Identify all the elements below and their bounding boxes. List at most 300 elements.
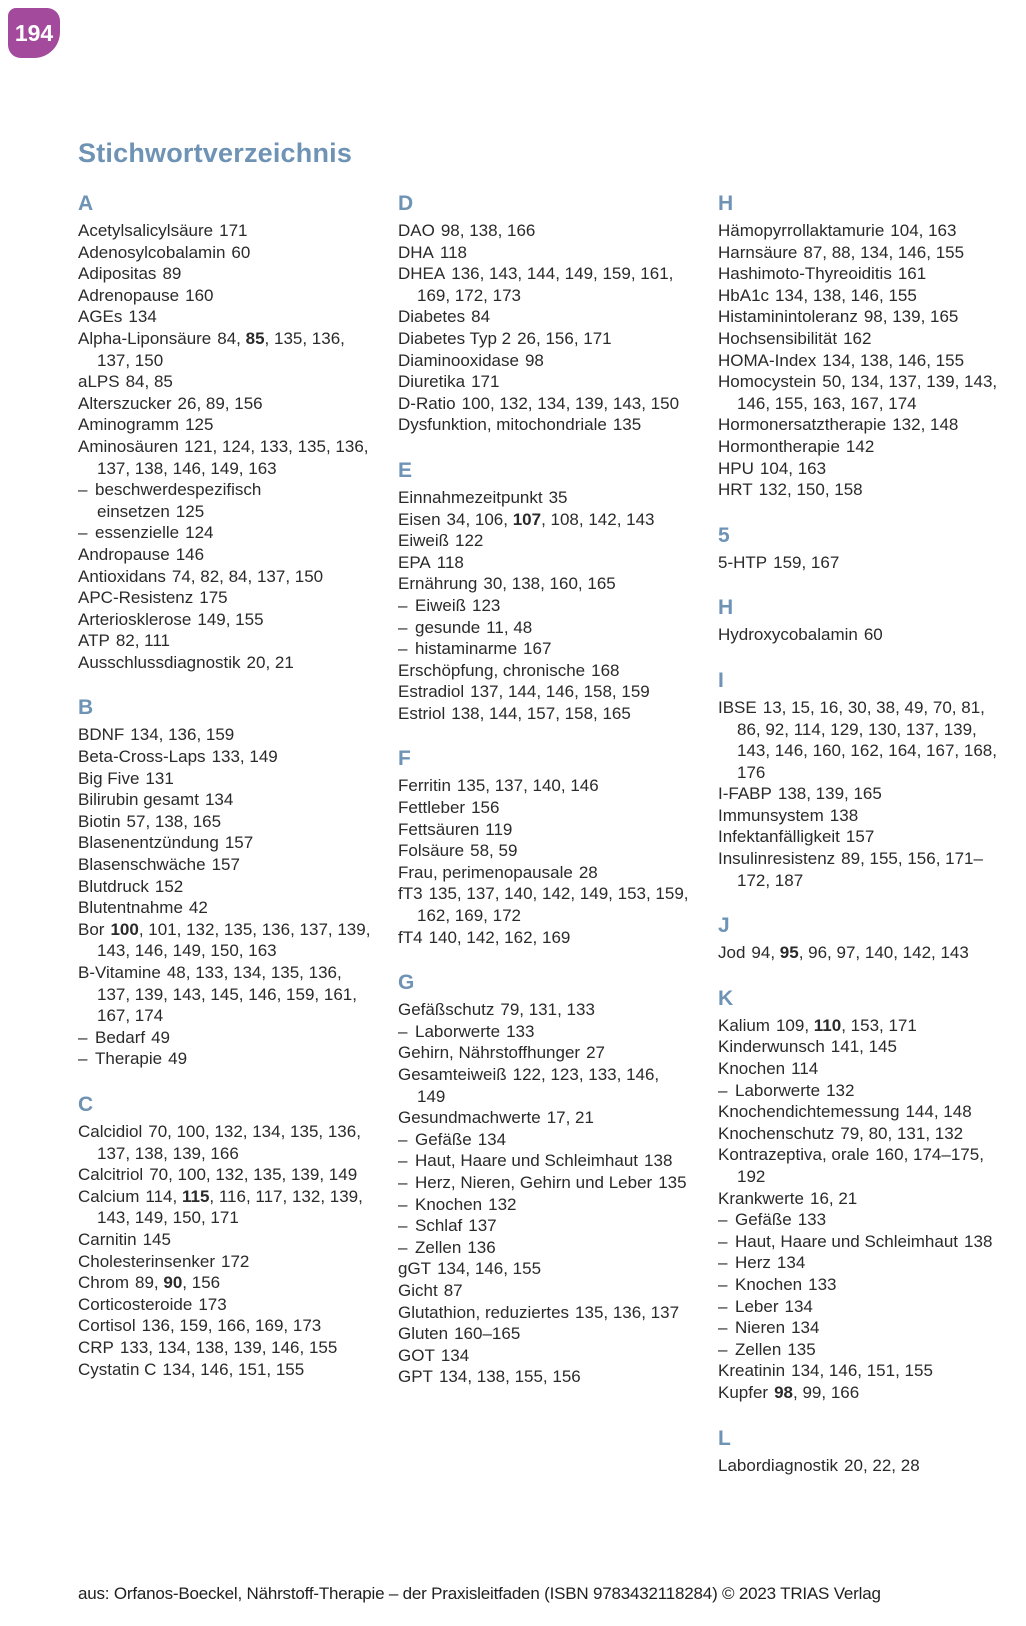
index-pages: 114: [791, 1059, 819, 1079]
index-entry: [398, 1150, 692, 1172]
index-pages: 138, 139, 165: [777, 784, 882, 804]
index-entry: [78, 962, 372, 1027]
index-section: [78, 696, 372, 1070]
index-pages: 136, 143, 144, 149, 159, 161, 169, 172, 173: [417, 264, 674, 305]
index-term: Gefäße: [415, 1129, 472, 1149]
section-letter: C: [78, 1092, 94, 1116]
section-letter: 5: [718, 523, 730, 547]
index-pages: 144, 148: [905, 1102, 972, 1122]
index-term: Histaminintoleranz: [718, 307, 858, 327]
index-term: Therapie: [95, 1049, 163, 1069]
index-entry: [718, 1123, 1012, 1145]
index-entry: [398, 1280, 692, 1302]
section-letter: H: [718, 596, 734, 620]
section-letter: G: [398, 971, 415, 995]
subentry-dash: –: [398, 1216, 408, 1236]
index-entry: [78, 876, 372, 898]
index-term: Zellen: [735, 1339, 782, 1359]
index-pages: 134, 138, 146, 155: [822, 350, 965, 370]
index-entry: [78, 220, 372, 242]
index-entry: [718, 942, 1012, 964]
index-column: [398, 192, 692, 1476]
index-pages: 135, 137, 140, 146: [456, 776, 599, 796]
index-term: Hormontherapie: [718, 436, 840, 456]
index-entry: [78, 768, 372, 790]
index-term: Herz, Nieren, Gehirn und Leber: [415, 1172, 653, 1192]
index-entry: [718, 436, 1012, 458]
index-entry: [718, 1015, 1012, 1037]
index-term: Knochen: [718, 1059, 786, 1079]
index-entry: [718, 1101, 1012, 1123]
page-number-badge: 194: [8, 8, 60, 58]
index-term: Beta-Cross-Laps: [78, 747, 206, 767]
index-entry: [718, 1209, 1012, 1231]
index-section: [718, 192, 1012, 501]
index-pages: 134: [776, 1253, 806, 1273]
index-term: Diabetes: [398, 307, 466, 327]
index-entry: [718, 350, 1012, 372]
index-entry: [78, 630, 372, 652]
index-entry: [718, 1036, 1012, 1058]
index-entry: [78, 1121, 372, 1164]
index-pages: 89, 155, 156, 171–172, 187: [737, 849, 983, 890]
index-entry: [398, 883, 692, 926]
subentry-dash: –: [78, 523, 88, 543]
index-pages: 138: [964, 1231, 993, 1251]
subentry-dash: –: [398, 617, 408, 637]
index-entry: [718, 1455, 1012, 1477]
index-term: Fettleber: [398, 798, 466, 818]
index-term: Laborwerte: [415, 1021, 501, 1041]
subentry-dash: –: [718, 1318, 728, 1338]
index-term: Schlaf: [415, 1216, 463, 1236]
index-entry: [398, 263, 692, 306]
index-pages: 13, 15, 16, 30, 38, 49, 70, 81, 86, 92, 114, 129, 130, 137, 139, 143, 146, 160, 162, 164, 167, 168, 176: [737, 697, 997, 782]
index-term: CRP: [78, 1337, 114, 1357]
index-entry: [78, 1048, 372, 1070]
index-entry: [718, 697, 1012, 783]
index-section: [718, 669, 1012, 891]
index-term: Glutathion, reduziertes: [398, 1302, 570, 1322]
index-pages: 135, 136, 137: [575, 1302, 680, 1322]
section-letter: A: [78, 192, 94, 215]
index-pages: 89, 90, 156: [135, 1273, 221, 1293]
index-pages: 168: [591, 660, 620, 680]
index-pages: 172: [221, 1251, 250, 1271]
subentry-dash: –: [398, 1129, 408, 1149]
index-term: Alpha-Liponsäure: [78, 328, 212, 348]
index-columns: [78, 192, 1012, 1476]
index-pages: 134: [791, 1318, 820, 1338]
index-term: Diuretika: [398, 372, 466, 392]
index-term: Gehirn, Nährstoffhunger: [398, 1043, 581, 1063]
index-entry: [718, 1080, 1012, 1102]
index-term: Adenosylcobalamin: [78, 242, 226, 262]
index-entry: [78, 306, 372, 328]
index-pages: 134: [204, 790, 234, 810]
index-pages: 171: [219, 221, 248, 240]
index-pages: 104, 163: [890, 221, 957, 240]
index-term: Eisen: [398, 509, 441, 529]
index-entry: [718, 371, 1012, 414]
index-term: Harnsäure: [718, 242, 798, 262]
index-entry: [78, 1272, 372, 1294]
index-entry: [718, 1058, 1012, 1080]
index-entry: [718, 479, 1012, 501]
index-pages: 109, 110, 153, 171: [775, 1015, 917, 1035]
subentry-dash: –: [718, 1231, 728, 1251]
index-pages: 20, 22, 28: [844, 1455, 920, 1475]
index-term: AGEs: [78, 307, 123, 327]
index-term: Blutentnahme: [78, 898, 183, 918]
index-term: Big Five: [78, 768, 140, 788]
index-pages: 49: [151, 1027, 171, 1047]
index-entry: [78, 854, 372, 876]
index-entry: [398, 1258, 692, 1280]
index-term: Laborwerte: [735, 1080, 821, 1100]
index-entry: [78, 811, 372, 833]
index-pages: 134, 146, 155: [437, 1259, 542, 1279]
index-entry: [78, 414, 372, 436]
index-term: fT3: [398, 884, 423, 904]
index-term: Knochenschutz: [718, 1123, 835, 1143]
index-pages: 34, 106, 107, 108, 142, 143: [446, 509, 655, 529]
index-pages: 133, 149: [211, 747, 278, 767]
index-term: Hashimoto-Thyreoiditis: [718, 264, 892, 284]
index-term: Andropause: [78, 544, 170, 564]
footer-credit: aus: Orfanos-Boeckel, Nährstoff-Therapie – der Praxisleitfaden (ISBN 9783432118284) © 2023 TRIAS Verlag: [78, 1584, 881, 1603]
index-entry: [718, 805, 1012, 827]
index-column: [78, 192, 372, 1476]
index-section: [718, 1427, 1012, 1477]
index-entry: [398, 530, 692, 552]
index-term: Hochsensibilität: [718, 328, 838, 348]
index-pages: 134: [440, 1345, 470, 1365]
index-term: B-Vitamine: [78, 963, 161, 982]
index-entry: [718, 826, 1012, 848]
subentry-dash: –: [718, 1253, 728, 1273]
index-term: Eiweiß: [415, 595, 467, 615]
index-entry: [78, 1315, 372, 1337]
index-entry: [78, 479, 372, 522]
index-entry: [398, 1107, 692, 1129]
index-entry: [718, 1274, 1012, 1296]
index-entry: [398, 617, 692, 639]
index-term: Calcidiol: [78, 1121, 143, 1141]
index-term: Blutdruck: [78, 876, 149, 896]
index-pages: 121, 124, 133, 135, 136, 137, 138, 146, 149, 163: [97, 436, 369, 478]
index-pages: 89: [162, 264, 182, 284]
index-pages: 98, 99, 166: [774, 1382, 860, 1402]
index-pages: 156: [471, 798, 500, 818]
index-term: beschwerdespezifisch einsetzen: [95, 480, 262, 521]
index-section: [398, 747, 692, 948]
index-term: Ausschlussdiagnostik: [78, 652, 241, 672]
index-entry: [398, 552, 692, 574]
index-term: Diaminooxidase: [398, 350, 519, 370]
index-pages: 35: [548, 487, 568, 507]
index-pages: 122, 123, 133, 146, 149: [417, 1065, 660, 1106]
index-entry: [718, 1382, 1012, 1404]
index-term: Blasenschwäche: [78, 855, 206, 875]
index-entry: [398, 638, 692, 660]
index-entry: [398, 1172, 692, 1194]
index-entry: [718, 306, 1012, 328]
index-pages: 134, 136, 159: [130, 725, 235, 745]
subentry-dash: –: [718, 1296, 728, 1316]
index-pages: 135: [787, 1339, 816, 1359]
index-entry: [398, 595, 692, 617]
index-entry: [78, 371, 372, 393]
index-term: Infektanfälligkeit: [718, 827, 840, 847]
index-term: Gefäße: [735, 1210, 792, 1230]
index-pages: 57, 138, 165: [126, 811, 222, 831]
index-pages: 141, 145: [830, 1037, 897, 1057]
index-pages: 167: [523, 639, 552, 659]
index-entry: [398, 1042, 692, 1064]
index-pages: 138: [829, 805, 859, 825]
index-pages: 133: [506, 1021, 535, 1041]
subentry-dash: –: [78, 1049, 88, 1069]
subentry-dash: –: [718, 1080, 728, 1100]
index-pages: 79, 80, 131, 132: [840, 1123, 964, 1143]
index-entry: [718, 1144, 1012, 1187]
index-entry: [718, 458, 1012, 480]
index-entry: [398, 509, 692, 531]
index-term: Leber: [735, 1296, 779, 1316]
index-section: [718, 596, 1012, 646]
index-pages: 84, 85, 135, 136, 137, 150: [97, 328, 345, 370]
index-term: Jod: [718, 943, 746, 963]
index-term: Chrom: [78, 1273, 130, 1293]
index-term: HPU: [718, 458, 754, 478]
index-pages: 50, 134, 137, 139, 143, 146, 155, 163, 167, 174: [737, 372, 998, 413]
index-pages: 175: [199, 588, 228, 608]
index-entry: [78, 1251, 372, 1273]
index-pages: 26, 89, 156: [177, 393, 263, 413]
index-entry: [718, 1360, 1012, 1382]
index-pages: 17, 21: [546, 1108, 594, 1128]
index-entry: [398, 1194, 692, 1216]
index-pages: 27: [586, 1043, 605, 1063]
index-term: Knochendichtemessung: [718, 1102, 900, 1122]
index-pages: 60: [863, 625, 883, 645]
index-term: Bor: [78, 919, 105, 939]
index-entry: [718, 328, 1012, 350]
index-pages: 26, 156, 171: [517, 328, 612, 348]
index-term: Erschöpfung, chronische: [398, 660, 586, 680]
index-entry: [78, 587, 372, 609]
index-entry: [398, 242, 692, 264]
index-entry: [398, 1021, 692, 1043]
index-term: Labordiagnostik: [718, 1455, 839, 1475]
index-term: Zellen: [415, 1237, 462, 1257]
index-entry: [78, 724, 372, 746]
index-term: IBSE: [718, 697, 757, 717]
index-term: Gesundmachwerte: [398, 1108, 541, 1128]
index-pages: 133: [808, 1274, 837, 1294]
index-entry: [78, 522, 372, 544]
page-title: Stichwortverzeichnis: [78, 138, 353, 168]
index-pages: 122: [455, 531, 484, 551]
index-term: Biotin: [78, 811, 121, 831]
index-pages: 161: [897, 264, 927, 284]
index-pages: 11, 48: [486, 617, 533, 637]
index-entry: [78, 1359, 372, 1381]
subentry-dash: –: [718, 1274, 728, 1294]
index-term: Fettsäuren: [398, 819, 480, 839]
subentry-dash: –: [718, 1339, 728, 1359]
index-pages: 98: [524, 350, 544, 370]
index-term: Einnahmezeitpunkt: [398, 487, 543, 507]
index-term: Kupfer: [718, 1382, 769, 1402]
index-pages: 132: [826, 1080, 855, 1100]
subentry-dash: –: [78, 480, 88, 500]
index-entry: [78, 1229, 372, 1251]
index-entry: [398, 797, 692, 819]
index-pages: 123: [472, 595, 501, 615]
index-pages: 84: [471, 307, 491, 327]
index-pages: 173: [198, 1294, 227, 1314]
section-letter: J: [718, 914, 730, 938]
subentry-dash: –: [398, 1151, 408, 1171]
index-entry: [718, 624, 1012, 646]
index-term: HRT: [718, 480, 753, 500]
index-entry: [398, 393, 692, 415]
index-entry: [78, 609, 372, 631]
index-entry: [398, 328, 692, 350]
index-entry: [398, 1129, 692, 1151]
index-entry: [718, 220, 1012, 242]
index-term: Ferritin: [398, 776, 451, 796]
index-term: Aminosäuren: [78, 436, 179, 456]
index-entry: [78, 328, 372, 371]
index-term: Blasenentzündung: [78, 833, 219, 853]
index-term: EPA: [398, 552, 431, 572]
index-pages: 49: [168, 1049, 188, 1069]
index-pages: 16, 21: [809, 1188, 858, 1208]
index-term: Kinderwunsch: [718, 1037, 825, 1057]
index-term: Insulinresistenz: [718, 849, 836, 869]
index-term: Bedarf: [95, 1027, 146, 1047]
index-pages: 146: [175, 544, 205, 564]
index-pages: 125: [175, 501, 205, 521]
index-term: histaminarme: [415, 639, 518, 659]
section-letter: I: [718, 668, 724, 692]
index-pages: 42: [188, 898, 208, 918]
index-entry: [78, 544, 372, 566]
index-term: Eiweiß: [398, 531, 450, 551]
index-pages: 134, 146, 151, 155: [162, 1359, 305, 1379]
index-entry: [78, 789, 372, 811]
index-pages: 138: [644, 1151, 673, 1171]
index-term: Hydroxycobalamin: [718, 625, 858, 645]
index-term: Frau, perimenopausale: [398, 862, 573, 882]
index-pages: 60: [231, 242, 251, 262]
index-pages: 125: [185, 415, 214, 435]
subentry-dash: –: [78, 1027, 88, 1047]
index-pages: 135: [612, 415, 642, 435]
index-entry: [718, 263, 1012, 285]
index-term: Knochen: [735, 1274, 803, 1294]
index-pages: 157: [224, 833, 254, 853]
section-letter: D: [398, 192, 414, 215]
index-term: I-FABP: [718, 784, 772, 804]
index-entry: [398, 1302, 692, 1324]
index-pages: 152: [154, 876, 184, 896]
index-pages: 160–165: [454, 1324, 521, 1344]
index-pages: 70, 100, 132, 134, 135, 136, 137, 138, 139, 166: [97, 1121, 361, 1163]
index-pages: 134, 138, 155, 156: [438, 1367, 581, 1387]
index-pages: 74, 82, 84, 137, 150: [171, 566, 324, 586]
index-pages: 133: [797, 1210, 827, 1230]
index-entry: [398, 1215, 692, 1237]
subentry-dash: –: [398, 595, 408, 615]
index-entry: [78, 436, 372, 479]
index-term: Knochen: [415, 1194, 483, 1214]
index-entry: [398, 927, 692, 949]
index-entry: [78, 1164, 372, 1186]
index-pages: 157: [845, 827, 875, 847]
index-pages: 98, 139, 165: [863, 307, 959, 327]
index-pages: 58, 59: [470, 841, 518, 861]
index-pages: 135, 137, 140, 142, 149, 153, 159, 162, 169, 172: [417, 884, 689, 926]
index-pages: 137, 144, 146, 158, 159: [470, 682, 650, 702]
index-entry: [398, 840, 692, 862]
section-letter: K: [718, 986, 734, 1010]
index-entry: [398, 414, 692, 436]
index-entry: [398, 220, 692, 242]
index-term: Herz: [735, 1253, 771, 1273]
index-pages: 48, 133, 134, 135, 136, 137, 139, 143, 145, 146, 159, 161, 167, 174: [97, 963, 357, 1026]
index-entry: [718, 1252, 1012, 1274]
section-letter: B: [78, 696, 94, 720]
index-term: Gefäßschutz: [398, 1000, 495, 1020]
index-pages: 140, 142, 162, 169: [428, 927, 571, 947]
index-pages: 137: [468, 1216, 497, 1236]
index-entry: [718, 783, 1012, 805]
index-pages: 79, 131, 133: [500, 1000, 595, 1020]
index-section: [718, 987, 1012, 1404]
index-term: Kreatinin: [718, 1361, 786, 1381]
index-term: GOT: [398, 1345, 435, 1365]
index-pages: 159, 167: [773, 552, 840, 572]
index-entry: [78, 652, 372, 674]
index-entry: [398, 1323, 692, 1345]
index-pages: 134: [784, 1296, 813, 1316]
index-pages: 135: [658, 1172, 687, 1192]
index-entry: [718, 1231, 1012, 1253]
index-pages: 162: [843, 328, 872, 348]
index-pages: 142: [845, 436, 875, 456]
index-entry: [78, 566, 372, 588]
section-letter: F: [398, 747, 411, 771]
index-entry: [398, 1366, 692, 1388]
index-entry: [398, 1345, 692, 1367]
index-entry: [78, 832, 372, 854]
index-pages: 132, 150, 158: [758, 480, 863, 500]
index-term: Corticosteroide: [78, 1294, 193, 1314]
index-pages: 132, 148: [892, 415, 959, 435]
subentry-dash: –: [718, 1210, 728, 1230]
index-entry: [78, 746, 372, 768]
index-term: Kalium: [718, 1015, 770, 1035]
subentry-dash: –: [398, 1172, 408, 1192]
index-term: Krankwerte: [718, 1188, 804, 1208]
index-pages: 124: [185, 523, 214, 543]
index-term: Bilirubin gesamt: [78, 790, 199, 810]
index-term: APC-Resistenz: [78, 588, 194, 608]
